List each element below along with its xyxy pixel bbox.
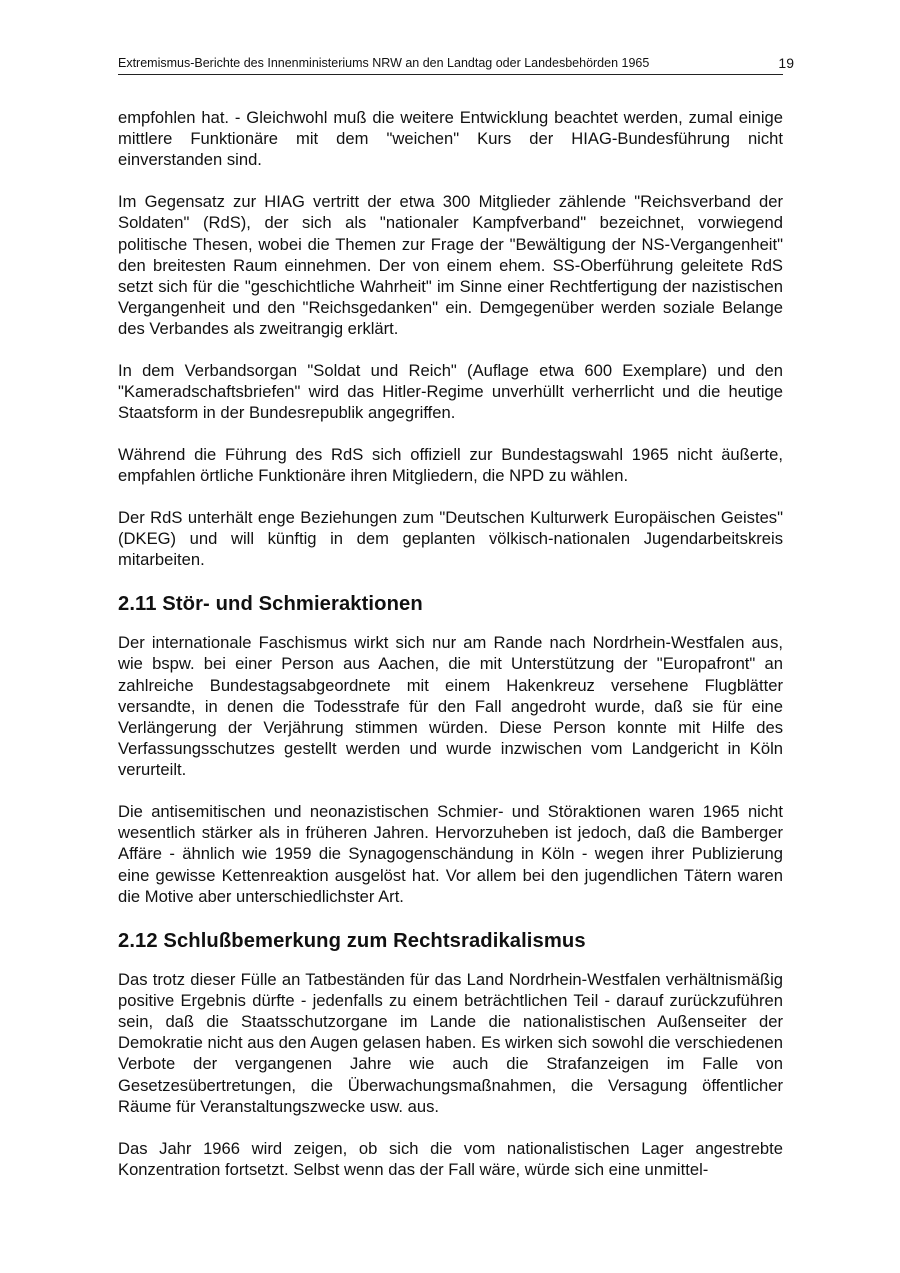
running-title: Extremismus-Berichte des Innenministeriums NRW an den Landtag oder Landesbehörden 1965 [118,56,650,70]
running-header [118,52,794,75]
paragraph: Der internationale Faschismus wirkt sich nur am Rande nach Nordrhein-Westfalen aus, wie bspw. bei einer Person aus Aachen, die mit Unterstützung der "Europafront" an zahlreiche Bundestagsabgeordnete mit einem Hakenkreuz versehene Flugblätter versandte, in denen die Todesstrafe für den Fall angedroht wurde, daß sie für eine Verlängerung der Verjährung stimmen würden. Diese Person konnte mit Hilfe des Verfassungsschutzes gestellt werden und wurde inzwischen vom Landgericht in Köln verurteilt. [118,633,783,780]
document-body [118,107,783,1180]
document-page [118,52,794,1200]
section-heading-2-12: 2.12 Schlußbemerkung zum Rechtsradikalismus [118,929,586,952]
paragraph: Das Jahr 1966 wird zeigen, ob sich die vom nationalistischen Lager angestrebte Konzentration fortsetzt. Selbst wenn das der Fall wäre, würde sich eine unmittel- [118,1138,783,1179]
paragraph: Die antisemitischen und neonazistischen Schmier- und Störaktionen waren 1965 nicht wesentlich stärker als in früheren Jahren. Hervorzuheben ist jedoch, daß die Bamberger Affäre - ähnlich wie 1959 die Synagogenschändung in Köln - wegen ihrer Publizierung eine gewisse Kettenreaktion ausgelöst hat. Vor allem bei den jugendlichen Tätern waren die Motive aber unterschiedlichster Art. [118,802,783,906]
section-heading-2-11: 2.11 Stör- und Schmieraktionen [118,593,423,616]
page-number: 19 [778,55,794,71]
paragraph: empfohlen hat. - Gleichwohl muß die weitere Entwicklung beachtet werden, zumal einige mittlere Funktionäre mit dem "weichen" Kurs der HIAG-Bundesführung nicht einverstanden sind. [118,108,783,170]
paragraph: Das trotz dieser Fülle an Tatbeständen für das Land Nordrhein-Westfalen verhältnismäßig positive Ergebnis dürfte - jedenfalls zu einem beträchtlichen Teil - darauf zurückzuführen sein, daß die Staatsschutzorgane im Lande die nationalistischen Außenseiter der Demokratie nicht aus den Augen gelasen haben. Es wirken sich sowohl die verschiedenen Verbote der vergangenen Jahre wie auch die Strafanzeigen im Falle von Gesetzesübertretungen, die Überwachungsmaßnahmen, die Versagung öffentlicher Räume für Veranstaltungszwecke usw. aus. [118,969,783,1116]
paragraph: Im Gegensatz zur HIAG vertritt der etwa 300 Mitglieder zählende "Reichsverband der Soldaten" (RdS), der sich als "nationaler Kampfverband" bezeichnet, vorwiegend politische Thesen, wobei die Themen zur Frage der "Bewältigung der NS-Vergangenheit" den breitesten Raum einnehmen. Der von einem ehem. SS-Oberführung geleitete RdS setzt sich für die "geschichtliche Wahrheit" im Sinne einer Rechtfertigung der nazistischen Vergangenheit und den "Reichsgedanken" ein. Demgegenüber werden soziale Belange des Verbandes als zweitrangig erklärt. [118,192,783,339]
paragraph: Der RdS unterhält enge Beziehungen zum "Deutschen Kulturwerk Europäischen Geistes" (DKEG) und will künftig in dem geplanten völkisch-nationalen Jugendarbeitskreis mitarbeiten. [118,508,783,570]
paragraph: In dem Verbandsorgan "Soldat und Reich" (Auflage etwa 600 Exemplare) und den "Kameradschaftsbriefen" wird das Hitler-Regime unverhüllt verherrlicht und die heutige Staatsform in der Bundesrepublik angegriffen. [118,361,783,423]
paragraph: Während die Führung des RdS sich offiziell zur Bundestagswahl 1965 nicht äußerte, empfahlen örtliche Funktionäre ihren Mitgliedern, die NPD zu wählen. [118,445,783,486]
